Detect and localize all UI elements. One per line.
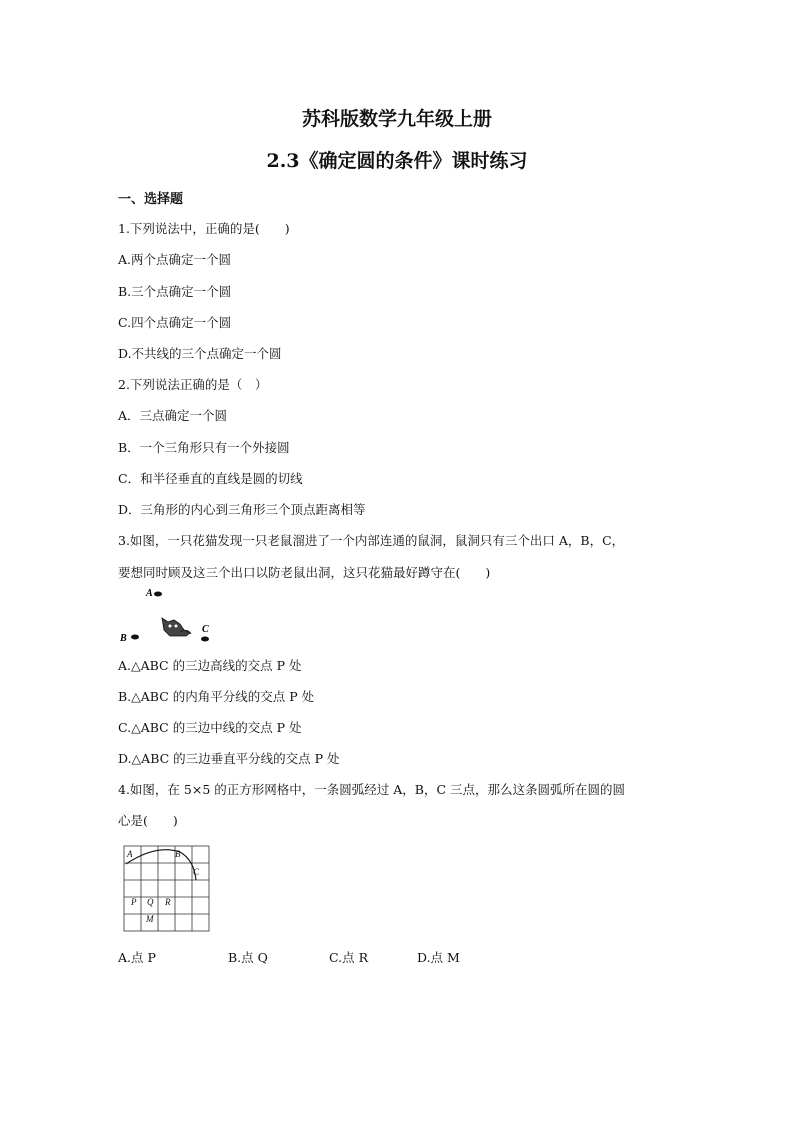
q4-option-c: C.点 R bbox=[329, 950, 368, 965]
q4-label-r: R bbox=[165, 897, 171, 907]
arc-line bbox=[126, 850, 196, 880]
q4-stem-line2: 心是( ) bbox=[118, 813, 178, 828]
q2-stem: 2.下列说法正确的是（ ） bbox=[118, 377, 268, 392]
q3-option-a: A.△ABC 的三边高线的交点 P 处 bbox=[118, 658, 302, 673]
q4-label-p: P bbox=[131, 897, 137, 907]
q3-label-b: B bbox=[120, 633, 127, 644]
grid-lines bbox=[124, 846, 209, 931]
q4-option-d: D.点 M bbox=[417, 950, 460, 965]
q2-option-a: A．三点确定一个圆 bbox=[118, 408, 228, 423]
q3-stem-line2: 要想同时顾及这三个出口以防老鼠出洞，这只花猫最好蹲守在( ) bbox=[118, 565, 491, 580]
document-title: 苏科版数学九年级上册 bbox=[301, 108, 492, 130]
cat-icon bbox=[162, 618, 191, 636]
q3-option-b: B.△ABC 的内角平分线的交点 P 处 bbox=[118, 689, 315, 704]
q1-stem: 1.下列说法中，正确的是( ) bbox=[118, 221, 290, 236]
hole-b-icon bbox=[131, 635, 139, 640]
q4-stem-line1: 4.如图，在 5×5 的正方形网格中，一条圆弧经过 A，B，C 三点，那么这条圆弧所在圆的圆 bbox=[118, 782, 625, 797]
q2-option-b: B．一个三角形只有一个外接圆 bbox=[118, 440, 290, 455]
q4-option-a: A.点 P bbox=[118, 950, 156, 965]
q4-option-b: B.点 Q bbox=[228, 950, 268, 965]
hole-c-icon bbox=[201, 637, 209, 642]
q4-label-q: Q bbox=[147, 897, 154, 907]
q3-option-c: C.△ABC 的三边中线的交点 P 处 bbox=[118, 720, 302, 735]
q2-option-c: C．和半径垂直的直线是圆的切线 bbox=[118, 471, 303, 486]
q1-option-a: A.两个点确定一个圆 bbox=[118, 252, 232, 267]
q3-label-c: C bbox=[202, 624, 209, 635]
q4-label-b: B bbox=[175, 849, 181, 859]
q4-grid-figure bbox=[118, 840, 218, 936]
q3-stem-line1: 3.如图，一只花猫发现一只老鼠溜进了一个内部连通的鼠洞，鼠洞只有三个出口 A，B，C， bbox=[118, 533, 625, 548]
q3-cat-mouse-figure bbox=[118, 586, 228, 644]
q3-option-d: D.△ABC 的三边垂直平分线的交点 P 处 bbox=[118, 751, 340, 766]
q3-label-a: A bbox=[146, 588, 153, 599]
q2-option-d: D．三角形的内心到三角形三个顶点距离相等 bbox=[118, 502, 366, 517]
section-heading: 一、选择题 bbox=[118, 192, 184, 207]
q4-label-a: A bbox=[127, 849, 133, 859]
document-subtitle: 2.3《确定圆的条件》课时练习 bbox=[266, 150, 528, 172]
q4-label-m: M bbox=[146, 914, 154, 924]
hole-a-icon bbox=[154, 592, 162, 597]
q4-label-c: C bbox=[193, 867, 200, 877]
q1-option-c: C.四个点确定一个圆 bbox=[118, 315, 232, 330]
q1-option-b: B.三个点确定一个圆 bbox=[118, 284, 232, 299]
q1-option-d: D.不共线的三个点确定一个圆 bbox=[118, 346, 282, 361]
